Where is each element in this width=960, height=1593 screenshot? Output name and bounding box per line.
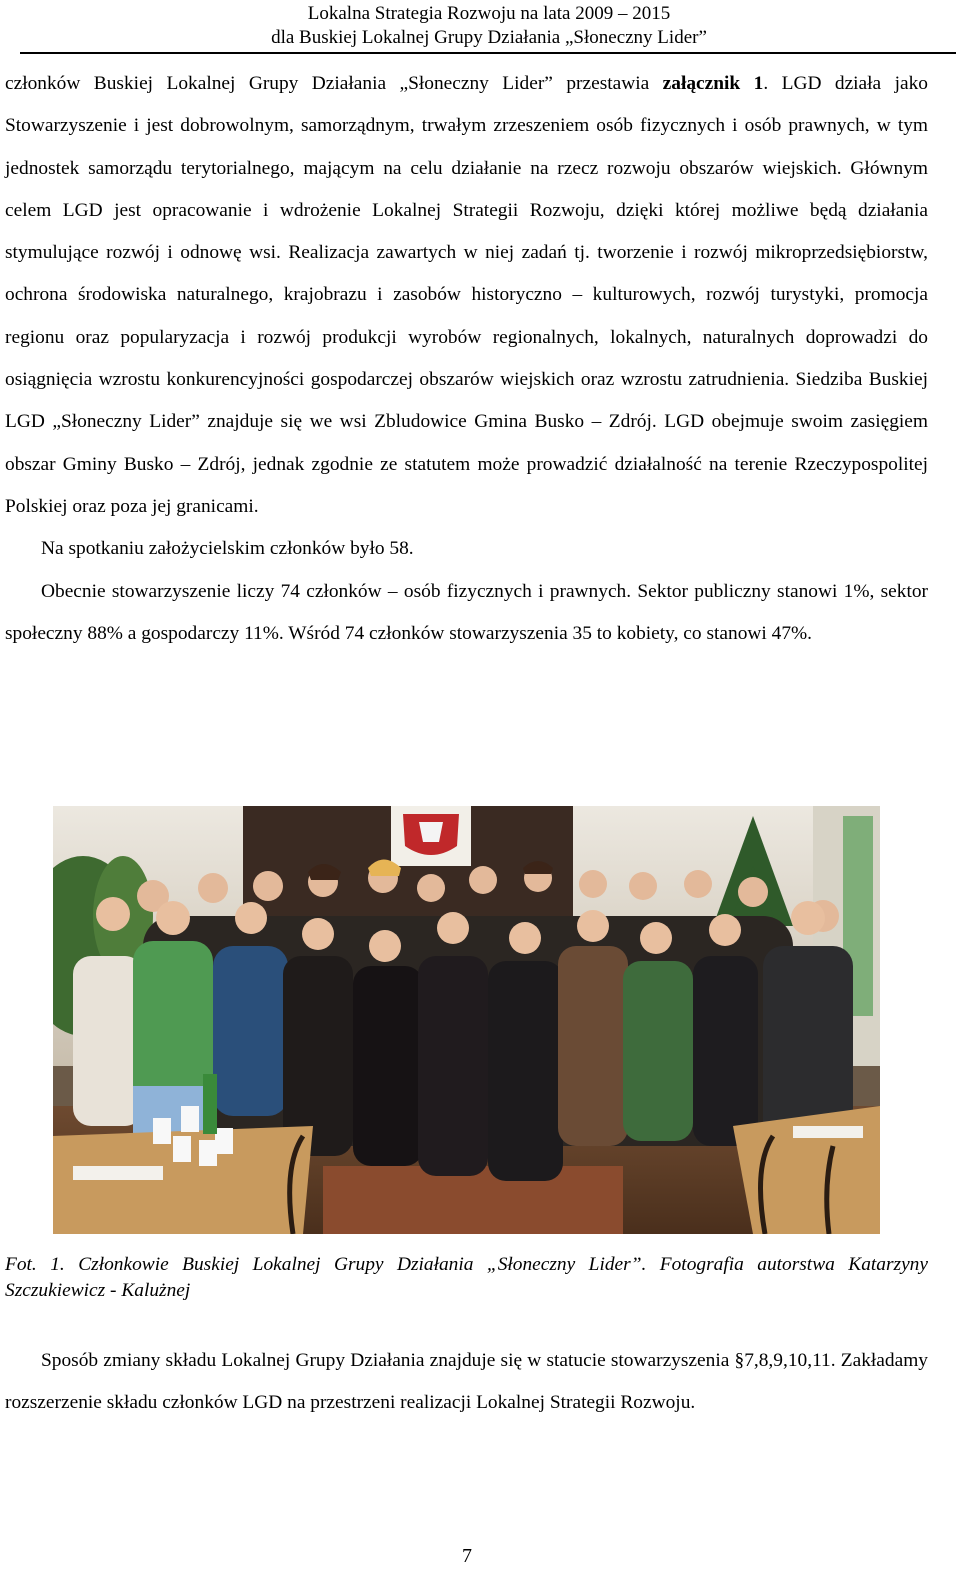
group-photo-illustration: [53, 806, 880, 1234]
main-text: [5, 63, 928, 655]
bottom-text: [5, 1340, 928, 1425]
page-number: 7: [462, 1545, 472, 1567]
paragraph-1-start: członków Buskiej Lokalnej Grupy Działania „Słoneczny Lider” przestawia: [5, 73, 663, 94]
paragraph-3: Obecnie stowarzyszenie liczy 74 członków – osób fizycznych i prawnych. Sektor publiczny stanowi 1%, sektor społeczny 88% a gospodarczy 11%. Wśród 74 członków stowarzyszenia 35 to kobiety, co stanowi 47%.: [5, 580, 928, 644]
paragraph-1: [5, 63, 928, 528]
header-divider: [20, 52, 956, 54]
paragraph-1-rest: . LGD działa jako Stowarzyszenie i jest dobrowolnym, samorządnym, trwałym zrzeszeniem osób fizycznych i osób prawnych, w tym jednostek samorządu terytorialnego, mającym na celu działanie na rzecz rozwoju obszarów wiejskich. Głównym celem LGD jest opracowanie i wdrożenie Lokalnej Strategii Rozwoju, dzięki której możliwe będą działania stymulujące rozwój i odnowę wsi. Realizacja zawartych w niej zadań tj. tworzenie i rozwój mikroprzedsiębiorstw, ochrona środowiska naturalnego, krajobrazu i zasobów historyczno – kulturowych, rozwój turystyki, promocja regionu oraz popularyzacja i rozwój produkcji wyrobów regionalnych, lokalnych, naturalnych doprowadzi do osiągnięcia wzrostu konkurencyjności gospodarczej obszarów wiejskich oraz wzrostu zatrudnienia. Siedziba Buskiej LGD „Słoneczny Lider” znajduje się we wsi Zbludowice Gmina Busko – Zdrój. LGD obejmuje swoim zasięgiem obszar Gminy Busko – Zdrój, jednak zgodnie ze statutem może prowadzić działalność na terenie Rzeczypospolitej Polskiej oraz poza jej granicami.: [5, 73, 928, 517]
header-line-2: dla Buskiej Lokalnej Grupy Działania „Słoneczny Lider”: [271, 27, 707, 48]
page-header: [20, 2, 958, 50]
header-line-1: Lokalna Strategia Rozwoju na lata 2009 – 2015: [307, 3, 671, 24]
paragraph-2: Na spotkaniu założycielskim członków było 58.: [41, 538, 414, 560]
paragraph-4: Sposób zmiany składu Lokalnej Grupy Działania znajduje się w statucie stowarzyszenia §7,8,9,10,11. Zakładamy rozszerzenie składu członków LGD na przestrzeni realizacji Lokalnej Strategii Rozwoju.: [5, 1350, 928, 1414]
photo-caption: Fot. 1. Członkowie Buskiej Lokalnej Grupy Działania „Słoneczny Lider”. Fotografia autorstwa Katarzyny Szczukiewicz - Kalużnej: [5, 1254, 928, 1301]
group-photo: [53, 806, 880, 1234]
attachment-reference: załącznik 1: [662, 73, 764, 94]
